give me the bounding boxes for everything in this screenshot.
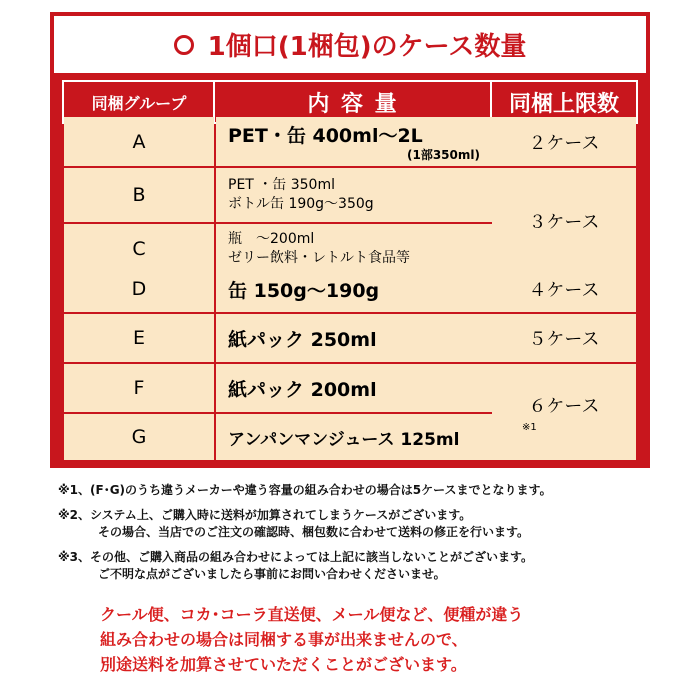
group-cell-a: A	[64, 117, 214, 166]
table-title	[54, 16, 646, 73]
content-text: ゼリー飲料・レトルト食品等	[228, 250, 410, 266]
footnote-1: ※1、(F･G)のうち違うメーカーや違う容量の組み合わせの場合は5ケースまでとなります。	[58, 483, 552, 497]
header-content: 内 容 量	[213, 80, 493, 124]
limit-footnote: ※1	[522, 421, 537, 433]
footnote-2: ※2、システム上、ご購入時に送料が加算されてしまうケースがございます。 その場合、当店でのご注文の確認時、梱包数に合わせて送料の修正を行います。	[58, 508, 530, 539]
content-subtext: (1部350ml)	[407, 148, 480, 162]
content-text: PET・缶 400ml〜2L	[228, 125, 423, 147]
content-cell-e	[216, 314, 492, 362]
limit-cell-4: ４ケース	[492, 266, 636, 312]
content-text: ボトル缶 190g〜350g	[228, 196, 374, 212]
content-cell-a	[216, 117, 492, 166]
content-cell-d	[216, 266, 492, 312]
limit-cell-6	[492, 364, 636, 460]
group-cell-f: F	[64, 364, 214, 412]
limit-text: ６ケース	[528, 395, 600, 417]
limit-cell-5: ５ケース	[492, 314, 636, 362]
content-cell-b	[216, 168, 492, 222]
content-text: 紙パック 250ml	[228, 328, 377, 351]
content-cell-f	[216, 364, 492, 412]
header-group: 同梱グループ	[62, 80, 216, 124]
group-cell-b: B	[64, 168, 214, 222]
content-text: 缶 150g〜190g	[228, 279, 380, 302]
header-limit: 同梱上限数	[490, 80, 638, 124]
footnote-3: ※3、その他、ご購入商品の組み合わせによっては上記に該当しないことがございます。 ご不明な点がございましたら事前にお問い合わせくださいませ。	[58, 550, 534, 581]
title-text: 1個口(1梱包)のケース数量	[207, 32, 527, 62]
content-cell-g	[216, 414, 492, 460]
quantity-table-frame	[50, 12, 650, 468]
group-cell-d: D	[64, 266, 214, 312]
limit-cell-2: ２ケース	[492, 117, 636, 166]
content-text: 瓶 ～200ml	[228, 231, 315, 247]
content-text: アンパンマンジュース 125ml	[228, 429, 460, 450]
shipping-warning: クール便、コカ･コーラ直送便、メール便など、便種が違う 組み合わせの場合は同梱する事が出来ませんので、 別途送料を加算させていただくことがございます。	[100, 605, 524, 674]
content-text: 紙パック 200ml	[228, 378, 377, 401]
footnotes	[58, 482, 658, 591]
group-cell-c: C	[64, 224, 214, 274]
circle-icon	[174, 35, 194, 55]
group-cell-e: E	[64, 314, 214, 362]
content-text: PET ・缶 350ml	[228, 177, 335, 193]
limit-cell-3: ３ケース	[492, 168, 636, 274]
group-cell-g: G	[64, 414, 214, 460]
